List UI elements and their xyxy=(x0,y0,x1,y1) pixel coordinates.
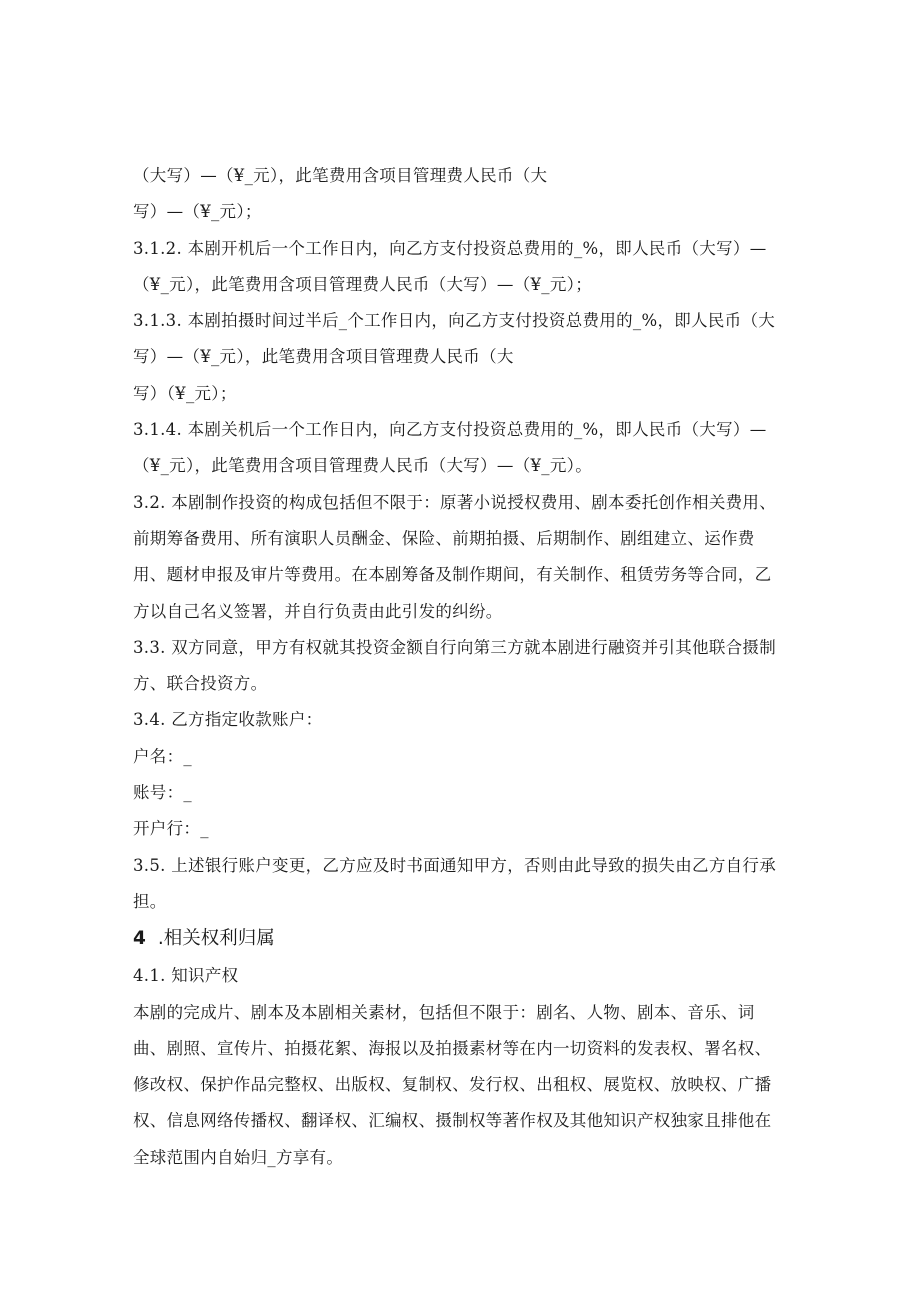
text-line: （大写）—（¥_元），此笔费用含项目管理费人民币（大 xyxy=(133,166,548,185)
text-line: 写）—（¥_元）； xyxy=(133,202,262,222)
text-line: （¥_元），此笔费用含项目管理费人民币（大写）—（¥_元）。 xyxy=(133,456,592,476)
text-line: 权、信息网络传播权、翻译权、汇编权、摄制权等著作权及其他知识产权独家且排他在 xyxy=(133,1111,772,1131)
text-line: （¥_元），此笔费用含项目管理费人民币（大写）—（¥_元）； xyxy=(133,274,592,294)
section-heading xyxy=(133,920,793,958)
text-line: 开户行：_ xyxy=(133,819,209,839)
text-line: 前期筹备费用、所有演职人员酬金、保险、前期拍摄、后期制作、剧组建立、运作费 xyxy=(133,528,755,548)
text-line: 3.2. 本剧制作投资的构成包括但不限于：原著小说授权费用、剧本委托创作相关费用、 xyxy=(133,492,777,512)
text-line: 本剧的完成片、剧本及本剧相关素材，包括但不限于：剧名、人物、剧本、音乐、词 xyxy=(133,1002,755,1022)
text-line: 3.5. 上述银行账户变更，乙方应及时书面通知甲方，否则由此导致的损失由乙方自行承 xyxy=(133,855,777,875)
text-line: 全球范围内自始归_方享有。 xyxy=(133,1147,344,1167)
text-line: 用、题材申报及审片等费用。在本剧筹备及制作期间，有关制作、租赁劳务等合同，乙 xyxy=(133,565,772,585)
text-line: 修改权、保护作品完整权、出版权、复制权、发行权、出租权、展览权、放映权、广播 xyxy=(133,1075,772,1095)
text-line: 3.1.4. 本剧关机后一个工作日内，向乙方支付投资总费用的_%，即人民币（大写）— xyxy=(133,420,767,440)
text-line: 3.4. 乙方指定收款账户： xyxy=(133,710,323,730)
text-line: 写）（¥_元）； xyxy=(133,383,237,403)
section-title: .相关权利归属 xyxy=(157,928,275,950)
text-line: 担。 xyxy=(133,891,167,911)
section-number: 4 xyxy=(133,928,146,950)
text-line: 方、联合投资方。 xyxy=(133,674,268,694)
text-line: 户名：_ xyxy=(133,746,192,766)
section-3-paragraphs xyxy=(133,158,793,920)
document-body xyxy=(133,158,793,1176)
text-line: 4.1. 知识产权 xyxy=(133,966,239,986)
text-line: 3.3. 双方同意，甲方有权就其投资金额自行向第三方就本剧进行融资并引其他联合摄制 xyxy=(133,637,777,657)
text-line: 曲、剧照、宣传片、拍摄花絮、海报以及拍摄素材等在内一切资料的发表权、署名权、 xyxy=(133,1038,772,1058)
text-line: 3.1.2. 本剧开机后一个工作日内，向乙方支付投资总费用的_%，即人民币（大写）— xyxy=(133,238,767,258)
text-line: 写）—（¥_元），此笔费用含项目管理费人民币（大 xyxy=(133,347,514,367)
text-line: 方以自己名义签署，并自行负责由此引发的纠纷。 xyxy=(133,601,503,621)
text-line: 3.1.3. 本剧拍摄时间过半后_个工作日内，向乙方支付投资总费用的_%，即人民币（大 xyxy=(133,311,776,331)
text-line: 账号：_ xyxy=(133,783,192,803)
section-4-paragraphs xyxy=(133,958,793,1176)
